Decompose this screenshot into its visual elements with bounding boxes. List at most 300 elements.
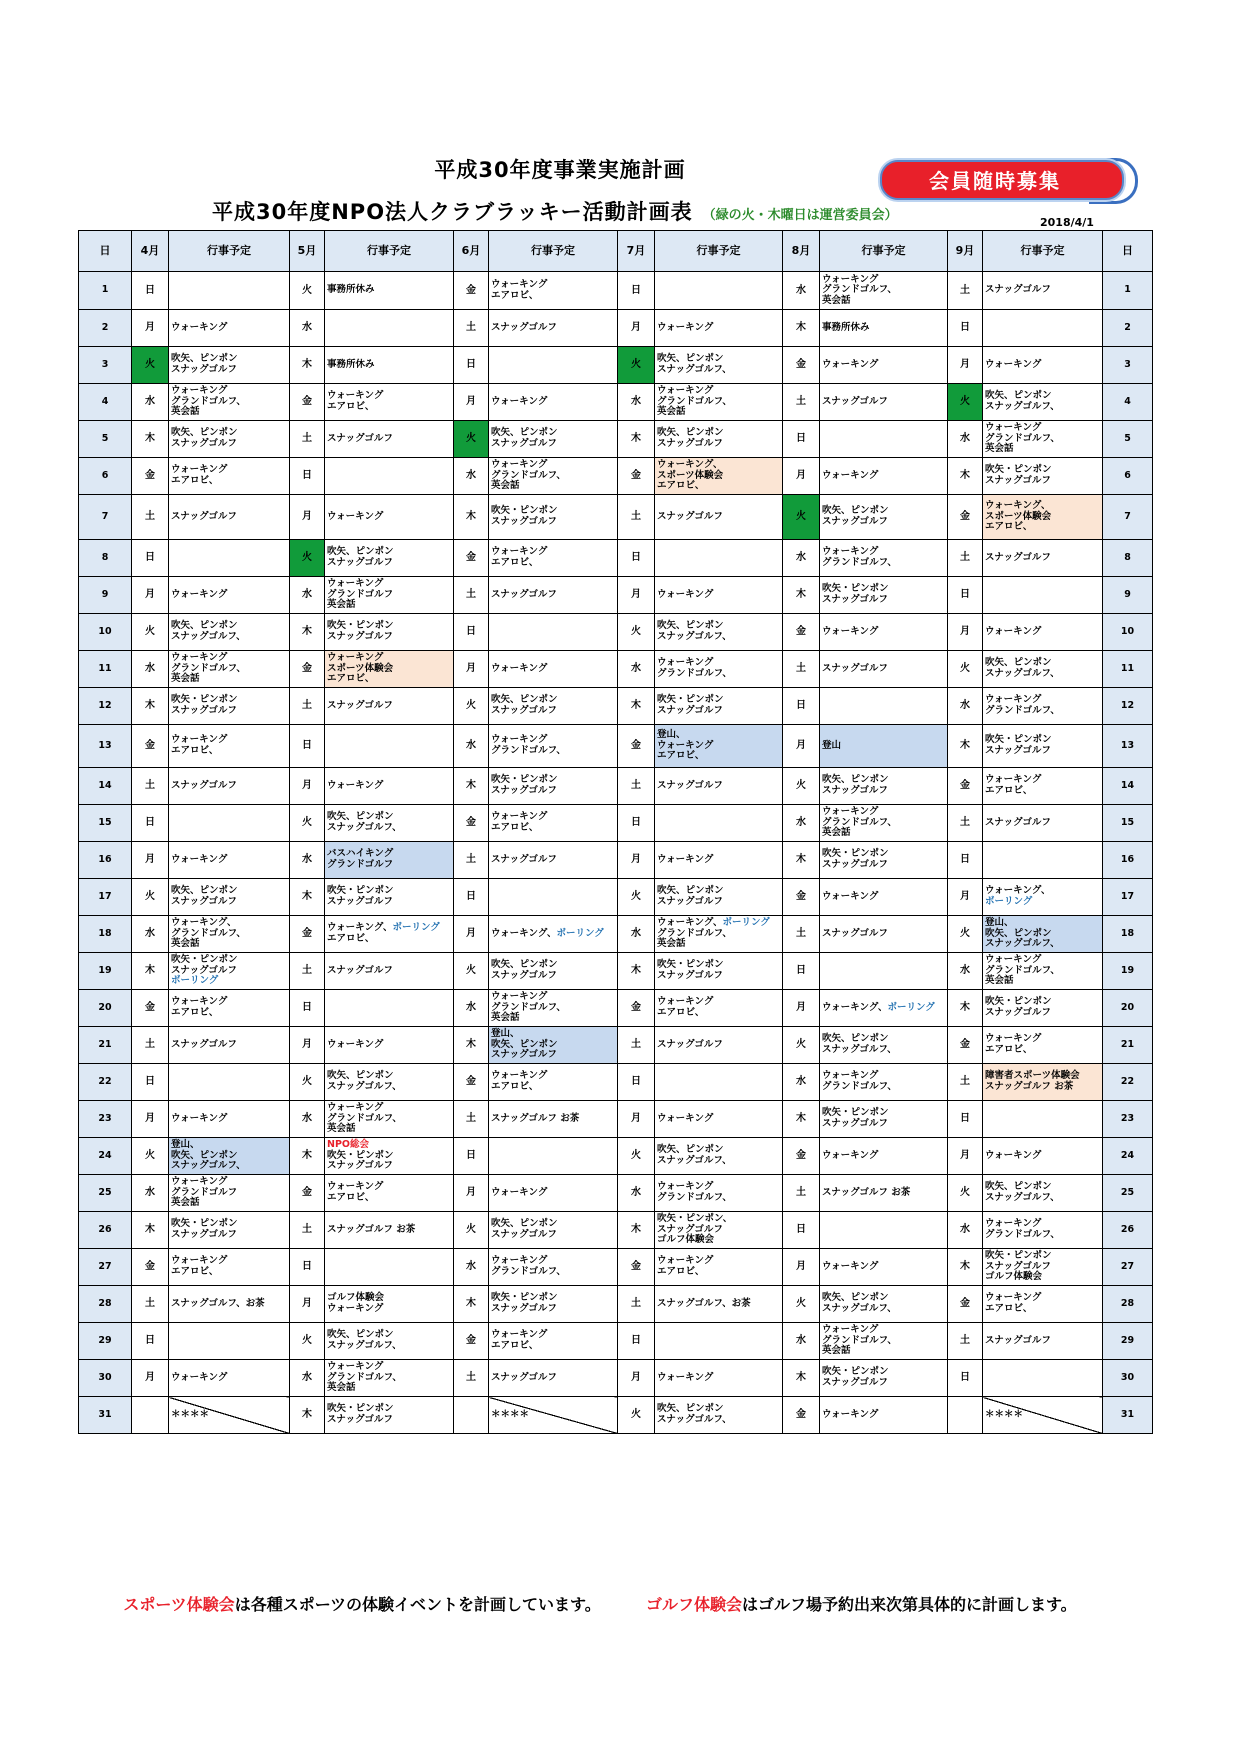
weekday-cell: 月	[454, 384, 489, 421]
column-header: 行事予定	[169, 231, 290, 272]
event-cell: スナッグゴルフ お茶	[489, 1101, 618, 1138]
event-cell: 吹矢、ピンポン スナッグゴルフ、	[655, 1397, 783, 1434]
weekday-cell: 月	[618, 842, 655, 879]
weekday-cell: 木	[454, 495, 489, 540]
event-cell: 吹矢、ピンポン スナッグゴルフ	[489, 1212, 618, 1249]
event-cell: ウォーキング	[325, 495, 454, 540]
committee-note: （緑の火・木曜日は運営委員会）	[702, 208, 898, 223]
weekday-cell: 水	[290, 1360, 325, 1397]
day-number: 10	[1103, 614, 1153, 651]
event-cell: ウォーキング、ボーリング エアロビ、	[325, 916, 454, 953]
weekday-cell: 金	[783, 1138, 820, 1175]
event-cell: スナッグゴルフ	[820, 384, 948, 421]
event-cell: スナッグゴルフ	[820, 916, 948, 953]
weekday-cell: 火	[290, 1064, 325, 1101]
column-header: 6月	[454, 231, 489, 272]
day-number: 14	[79, 768, 132, 805]
event-cell: 吹矢、ピンポン スナッグゴルフ	[655, 879, 783, 916]
day-number: 28	[79, 1286, 132, 1323]
day-number: 24	[79, 1138, 132, 1175]
weekday-cell: 土	[618, 1027, 655, 1064]
table-row	[79, 1323, 1153, 1360]
table-row	[79, 725, 1153, 768]
event-cell: ウォーキング グランドゴルフ、 英会話	[820, 805, 948, 842]
weekday-cell: 火	[454, 1212, 489, 1249]
table-row	[79, 458, 1153, 495]
table-row	[79, 688, 1153, 725]
weekday-cell: 日	[618, 1064, 655, 1101]
event-cell: 登山、 ウォーキング エアロビ、	[655, 725, 783, 768]
day-number: 9	[79, 577, 132, 614]
weekday-cell: 月	[454, 651, 489, 688]
weekday-cell: 日	[290, 1249, 325, 1286]
column-header: 行事予定	[820, 231, 948, 272]
event-cell	[983, 310, 1103, 347]
weekday-cell: 火	[132, 614, 169, 651]
day-number: 14	[1103, 768, 1153, 805]
event-cell	[655, 1323, 783, 1360]
event-cell: ウォーキング エアロビ、	[983, 768, 1103, 805]
event-cell: スナッグゴルフ	[169, 768, 290, 805]
weekday-cell: 水	[618, 651, 655, 688]
weekday-cell: 土	[618, 768, 655, 805]
event-cell	[820, 421, 948, 458]
weekday-cell: 火	[132, 1138, 169, 1175]
weekday-cell: 水	[132, 384, 169, 421]
event-cell: ウォーキング、 グランドゴルフ、 英会話	[169, 916, 290, 953]
table-row	[79, 421, 1153, 458]
event-cell: 吹矢、ピンポン スナッグゴルフ、	[820, 1027, 948, 1064]
event-cell: 吹矢・ピンポン スナッグゴルフ	[983, 725, 1103, 768]
weekday-cell: 木	[783, 1360, 820, 1397]
weekday-cell: 水	[618, 916, 655, 953]
event-cell: 吹矢、ピンポン スナッグゴルフ	[169, 347, 290, 384]
column-header: 8月	[783, 231, 820, 272]
weekday-cell: 土	[454, 310, 489, 347]
event-cell: スナッグゴルフ	[325, 688, 454, 725]
day-number: 20	[1103, 990, 1153, 1027]
day-number: 15	[1103, 805, 1153, 842]
day-number: 7	[79, 495, 132, 540]
event-cell: ウォーキング エアロビ、	[169, 458, 290, 495]
table-row	[79, 1138, 1153, 1175]
event-cell: 吹矢、ピンポン スナッグゴルフ	[820, 495, 948, 540]
event-cell: ウォーキング、ボーリング グランドゴルフ、 英会話	[655, 916, 783, 953]
event-cell: ウォーキング	[820, 1138, 948, 1175]
event-cell: NPO総会 吹矢・ピンポン スナッグゴルフ	[325, 1138, 454, 1175]
weekday-cell: 金	[290, 651, 325, 688]
event-cell: ウォーキング エアロビ、	[655, 1249, 783, 1286]
event-cell: ウォーキング グランドゴルフ 英会話	[325, 577, 454, 614]
event-cell: 障害者スポーツ体験会 スナッグゴルフ お茶	[983, 1064, 1103, 1101]
table-row	[79, 1286, 1153, 1323]
table-row	[79, 1212, 1153, 1249]
event-cell: ウォーキング グランドゴルフ、 英会話	[325, 1360, 454, 1397]
weekday-cell: 木	[618, 688, 655, 725]
event-cell: 事務所休み	[325, 272, 454, 310]
weekday-cell: 月	[783, 725, 820, 768]
event-cell: スナッグゴルフ	[169, 495, 290, 540]
weekday-cell: 火	[618, 614, 655, 651]
weekday-cell: 土	[783, 384, 820, 421]
table-row	[79, 495, 1153, 540]
day-number: 30	[79, 1360, 132, 1397]
event-cell: ウォーキング グランドゴルフ、 英会話	[983, 421, 1103, 458]
day-number: 8	[1103, 540, 1153, 577]
event-cell: ウォーキング グランドゴルフ、	[820, 540, 948, 577]
day-number: 31	[1103, 1397, 1153, 1434]
table-row	[79, 347, 1153, 384]
day-number: 2	[1103, 310, 1153, 347]
weekday-cell: 金	[948, 495, 983, 540]
weekday-cell: 火	[618, 1397, 655, 1434]
column-header: 行事予定	[489, 231, 618, 272]
weekday-cell: 土	[948, 1064, 983, 1101]
day-number: 18	[79, 916, 132, 953]
event-cell: ウォーキング	[325, 768, 454, 805]
weekday-cell: 月	[290, 768, 325, 805]
event-cell: 吹矢・ピンポン スナッグゴルフ	[169, 1212, 290, 1249]
weekday-cell: 土	[290, 1212, 325, 1249]
day-number: 2	[79, 310, 132, 347]
event-cell: 吹矢・ピンポン スナッグゴルフ	[489, 768, 618, 805]
day-number: 13	[79, 725, 132, 768]
day-number: 8	[79, 540, 132, 577]
weekday-cell: 水	[783, 1323, 820, 1360]
weekday-cell: 月	[618, 310, 655, 347]
event-cell: ウォーキング エアロビ、	[169, 1249, 290, 1286]
weekday-cell: 月	[948, 347, 983, 384]
table-row	[79, 990, 1153, 1027]
event-cell: 吹矢、ピンポン スナッグゴルフ、	[820, 1286, 948, 1323]
event-cell: ウォーキング グランドゴルフ、 英会話	[655, 384, 783, 421]
subtitle-text: 平成30年度NPO法人クラブラッキー活動計画表	[212, 200, 693, 224]
event-cell: 吹矢、ピンポン スナッグゴルフ	[489, 421, 618, 458]
event-cell: ウォーキング グランドゴルフ 英会話	[169, 1175, 290, 1212]
day-number: 22	[1103, 1064, 1153, 1101]
table-row	[79, 651, 1153, 688]
weekday-cell: 土	[618, 1286, 655, 1323]
event-cell: スナッグゴルフ	[983, 540, 1103, 577]
day-number: 23	[79, 1101, 132, 1138]
weekday-cell: 土	[948, 540, 983, 577]
weekday-cell: 月	[132, 1360, 169, 1397]
weekday-cell: 火	[783, 495, 820, 540]
weekday-cell: 月	[948, 614, 983, 651]
event-cell: 吹矢、ピンポン スナッグゴルフ、	[655, 1138, 783, 1175]
day-number: 6	[1103, 458, 1153, 495]
weekday-cell: 水	[783, 272, 820, 310]
weekday-cell: 土	[454, 842, 489, 879]
weekday-cell: 木	[783, 1101, 820, 1138]
weekday-cell: 月	[454, 916, 489, 953]
weekday-cell: 金	[618, 458, 655, 495]
event-cell: スナッグゴルフ	[489, 577, 618, 614]
event-cell: 吹矢、ピンポン スナッグゴルフ、	[325, 805, 454, 842]
weekday-cell: 土	[783, 916, 820, 953]
day-number: 18	[1103, 916, 1153, 953]
weekday-cell: 木	[454, 768, 489, 805]
weekday-cell: 土	[132, 768, 169, 805]
day-number: 10	[79, 614, 132, 651]
event-cell: スナッグゴルフ お茶	[820, 1175, 948, 1212]
table-row	[79, 1175, 1153, 1212]
day-number: 4	[1103, 384, 1153, 421]
event-cell: ウォーキング、 ボーリング	[983, 879, 1103, 916]
weekday-cell: 木	[948, 1249, 983, 1286]
weekday-cell: 水	[132, 651, 169, 688]
event-cell: ウォーキング	[169, 577, 290, 614]
weekday-cell: 日	[948, 310, 983, 347]
footer-sports-text: は各種スポーツの体験イベントを計画しています。	[234, 1595, 601, 1614]
event-cell: ウォーキング	[325, 1027, 454, 1064]
table-row	[79, 310, 1153, 347]
weekday-cell: 火	[948, 651, 983, 688]
day-number: 3	[79, 347, 132, 384]
weekday-cell: 火	[948, 916, 983, 953]
table-row	[79, 953, 1153, 990]
event-cell: ウォーキング エアロビ、	[655, 990, 783, 1027]
event-cell: ウォーキング	[983, 1138, 1103, 1175]
event-cell: 吹矢・ピンポン、 スナッグゴルフ ゴルフ体験会	[655, 1212, 783, 1249]
event-cell: 吹矢、ピンポン スナッグゴルフ	[820, 768, 948, 805]
event-cell: ウォーキング グランドゴルフ、	[655, 1175, 783, 1212]
event-cell	[169, 805, 290, 842]
day-number: 26	[1103, 1212, 1153, 1249]
event-cell: ゴルフ体験会 ウォーキング	[325, 1286, 454, 1323]
weekday-cell: 金	[783, 347, 820, 384]
weekday-cell: 火	[454, 953, 489, 990]
event-cell: ウォーキング	[820, 458, 948, 495]
day-number: 11	[1103, 651, 1153, 688]
weekday-cell: 木	[290, 1397, 325, 1434]
weekday-cell	[132, 1397, 169, 1434]
weekday-cell: 日	[948, 1101, 983, 1138]
event-cell	[655, 805, 783, 842]
event-cell: スナッグゴルフ	[489, 310, 618, 347]
event-cell: スナッグゴルフ	[983, 805, 1103, 842]
day-number: 30	[1103, 1360, 1153, 1397]
weekday-cell: 月	[454, 1175, 489, 1212]
day-number: 1	[1103, 272, 1153, 310]
weekday-cell: 月	[948, 879, 983, 916]
event-cell	[983, 577, 1103, 614]
weekday-cell: 水	[948, 688, 983, 725]
weekday-cell: 土	[454, 1360, 489, 1397]
weekday-cell: 水	[454, 458, 489, 495]
event-cell	[820, 1212, 948, 1249]
event-cell: ウォーキング、ボーリング	[820, 990, 948, 1027]
event-cell: ウォーキング エアロビ、	[169, 725, 290, 768]
weekday-cell: 金	[132, 458, 169, 495]
event-cell: ウォーキング エアロビ、	[489, 1323, 618, 1360]
day-number: 26	[79, 1212, 132, 1249]
weekday-cell: 日	[132, 272, 169, 310]
weekday-cell: 木	[454, 1286, 489, 1323]
weekday-cell: 日	[618, 272, 655, 310]
weekday-cell: 月	[132, 1101, 169, 1138]
weekday-cell: 金	[454, 1323, 489, 1360]
weekday-cell: 月	[132, 310, 169, 347]
weekday-cell: 水	[290, 310, 325, 347]
weekday-cell: 土	[948, 1323, 983, 1360]
day-number: 22	[79, 1064, 132, 1101]
weekday-cell: 日	[783, 1212, 820, 1249]
weekday-cell: 土	[454, 1101, 489, 1138]
footer-golf-event: ゴルフ体験会	[645, 1595, 742, 1614]
day-number: 25	[79, 1175, 132, 1212]
event-cell: ウォーキング	[169, 310, 290, 347]
footer-note	[0, 1592, 1200, 1615]
weekday-cell: 金	[290, 384, 325, 421]
event-cell: ウォーキング グランドゴルフ、 英会話	[169, 384, 290, 421]
day-number: 5	[1103, 421, 1153, 458]
event-cell: スナッグゴルフ	[820, 651, 948, 688]
event-cell: ウォーキング エアロビ、	[169, 990, 290, 1027]
event-cell: 吹矢、ピンポン スナッグゴルフ	[655, 421, 783, 458]
day-number: 19	[1103, 953, 1153, 990]
event-cell: スナッグゴルフ、お茶	[169, 1286, 290, 1323]
day-number: 29	[79, 1323, 132, 1360]
day-number: 12	[1103, 688, 1153, 725]
weekday-cell: 日	[290, 458, 325, 495]
weekday-cell: 月	[290, 1286, 325, 1323]
weekday-cell: 木	[132, 421, 169, 458]
weekday-cell: 水	[290, 577, 325, 614]
table-row	[79, 1027, 1153, 1064]
day-number: 9	[1103, 577, 1153, 614]
event-cell: 吹矢・ピンポン スナッグゴルフ	[489, 495, 618, 540]
weekday-cell: 木	[290, 614, 325, 651]
weekday-cell: 水	[290, 1101, 325, 1138]
event-cell: ウォーキング グランドゴルフ、 英会話	[169, 651, 290, 688]
day-number: 6	[79, 458, 132, 495]
event-cell: 吹矢・ピンポン スナッグゴルフ	[489, 1286, 618, 1323]
day-number: 15	[79, 805, 132, 842]
event-cell: ウォーキング	[655, 577, 783, 614]
weekday-cell: 日	[290, 725, 325, 768]
weekday-cell: 木	[783, 310, 820, 347]
event-cell	[169, 1323, 290, 1360]
column-header: 5月	[290, 231, 325, 272]
event-cell: 事務所休み	[325, 347, 454, 384]
weekday-cell: 金	[290, 916, 325, 953]
weekday-cell: 水	[948, 953, 983, 990]
event-cell: 吹矢・ピンポン スナッグゴルフ	[820, 1360, 948, 1397]
weekday-cell: 月	[783, 990, 820, 1027]
weekday-cell: 土	[948, 805, 983, 842]
event-cell: ウォーキング グランドゴルフ、	[655, 651, 783, 688]
event-cell: ウォーキング	[820, 347, 948, 384]
event-cell: 吹矢・ピンポン スナッグゴルフ	[820, 1101, 948, 1138]
event-cell	[983, 842, 1103, 879]
event-cell	[655, 540, 783, 577]
event-cell: ウォーキング エアロビ、	[325, 384, 454, 421]
weekday-cell: 日	[454, 614, 489, 651]
event-cell: 吹矢・ピンポン スナッグゴルフ	[820, 842, 948, 879]
day-number: 5	[79, 421, 132, 458]
event-cell: 吹矢・ピンポン スナッグゴルフ	[983, 990, 1103, 1027]
weekday-cell: 水	[290, 842, 325, 879]
event-cell: ウォーキング グランドゴルフ、 英会話	[983, 953, 1103, 990]
day-number: 1	[79, 272, 132, 310]
event-cell: ウォーキング、 スポーツ体験会 エアロビ、	[983, 495, 1103, 540]
weekday-cell: 金	[132, 990, 169, 1027]
event-cell: ＊＊＊＊	[489, 1397, 618, 1434]
footer-golf-text: はゴルフ場予約出来次第具体的に計画します。	[741, 1595, 1077, 1614]
event-cell: ウォーキング	[169, 842, 290, 879]
weekday-cell: 火	[618, 347, 655, 384]
event-cell	[983, 1101, 1103, 1138]
column-header: 7月	[618, 231, 655, 272]
weekday-cell: 土	[783, 651, 820, 688]
weekday-cell: 日	[783, 688, 820, 725]
weekday-cell: 木	[948, 990, 983, 1027]
weekday-cell: 日	[618, 805, 655, 842]
weekday-cell: 月	[132, 577, 169, 614]
weekday-cell: 月	[290, 495, 325, 540]
weekday-cell: 火	[948, 384, 983, 421]
plan-subtitle	[212, 196, 898, 226]
weekday-cell: 火	[290, 1323, 325, 1360]
event-cell: ウォーキング	[820, 879, 948, 916]
page-title: 平成30年度事業実施計画	[434, 158, 686, 182]
event-cell: ウォーキング グランドゴルフ、	[820, 1064, 948, 1101]
weekday-cell: 金	[783, 879, 820, 916]
event-cell: ウォーキング エアロビ、	[983, 1286, 1103, 1323]
day-number: 27	[1103, 1249, 1153, 1286]
day-number: 25	[1103, 1175, 1153, 1212]
event-cell: 吹矢・ピンポン スナッグゴルフ	[655, 953, 783, 990]
weekday-cell: 水	[132, 916, 169, 953]
event-cell: ウォーキング エアロビ、	[489, 1064, 618, 1101]
event-cell: 吹矢・ピンポン スナッグゴルフ	[325, 614, 454, 651]
event-cell	[820, 688, 948, 725]
event-cell: ウォーキング	[655, 1101, 783, 1138]
event-cell: 吹矢・ピンポン スナッグゴルフ ゴルフ体験会	[983, 1249, 1103, 1286]
event-cell: ウォーキング グランドゴルフ、 英会話	[820, 272, 948, 310]
day-number: 16	[79, 842, 132, 879]
weekday-cell	[454, 1397, 489, 1434]
weekday-cell: 土	[290, 953, 325, 990]
weekday-cell: 日	[454, 347, 489, 384]
event-cell	[655, 272, 783, 310]
event-cell: 吹矢、ピンポン スナッグゴルフ	[489, 688, 618, 725]
weekday-cell: 火	[454, 421, 489, 458]
weekday-cell: 日	[454, 1138, 489, 1175]
event-cell	[489, 1138, 618, 1175]
column-header: 日	[1103, 231, 1153, 272]
day-number: 13	[1103, 725, 1153, 768]
weekday-cell: 日	[454, 879, 489, 916]
event-cell	[820, 953, 948, 990]
weekday-cell: 金	[948, 1286, 983, 1323]
event-cell: 吹矢、ピンポン スナッグゴルフ、	[983, 1175, 1103, 1212]
event-cell: ウォーキング グランドゴルフ、	[489, 1249, 618, 1286]
table-header-row	[79, 231, 1153, 272]
weekday-cell: 水	[948, 421, 983, 458]
day-number: 12	[79, 688, 132, 725]
table-row	[79, 614, 1153, 651]
event-cell: ウォーキング	[820, 1249, 948, 1286]
activity-schedule-table	[78, 230, 1153, 1434]
weekday-cell: 月	[290, 1027, 325, 1064]
event-cell: 吹矢、ピンポン スナッグゴルフ、	[983, 384, 1103, 421]
weekday-cell: 火	[290, 540, 325, 577]
event-cell	[983, 1360, 1103, 1397]
weekday-cell: 日	[783, 953, 820, 990]
weekday-cell: 火	[618, 879, 655, 916]
